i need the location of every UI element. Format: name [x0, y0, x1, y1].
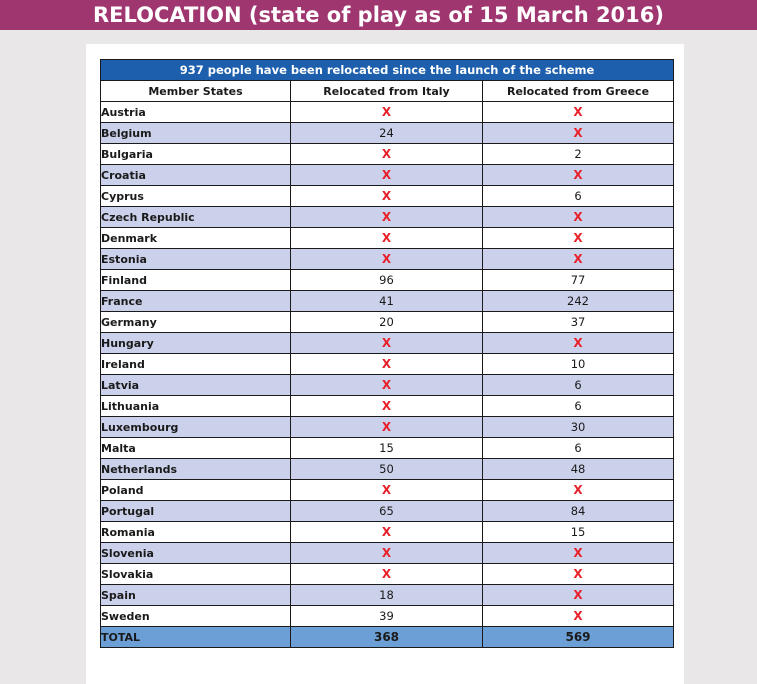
member-state-cell: Bulgaria: [101, 144, 291, 165]
total-greece: 569: [483, 627, 674, 648]
table-row: [101, 501, 674, 522]
member-state-cell: Czech Republic: [101, 207, 291, 228]
none-mark-icon: X: [573, 168, 583, 182]
member-state-cell: Austria: [101, 102, 291, 123]
relocated-count: 6: [574, 378, 582, 392]
table-row: [101, 396, 674, 417]
greece-value-cell: [483, 270, 674, 291]
table-row: [101, 102, 674, 123]
table-row: [101, 270, 674, 291]
italy-value-cell: [291, 501, 483, 522]
greece-value-cell: [483, 417, 674, 438]
italy-value-cell: [291, 480, 483, 501]
greece-value-cell: [483, 123, 674, 144]
greece-value-cell: [483, 207, 674, 228]
none-mark-icon: X: [573, 483, 583, 497]
greece-value-cell: [483, 564, 674, 585]
greece-value-cell: [483, 585, 674, 606]
italy-value-cell: [291, 354, 483, 375]
relocated-count: 24: [379, 126, 394, 140]
italy-value-cell: [291, 396, 483, 417]
none-mark-icon: X: [573, 609, 583, 623]
member-state-cell: Portugal: [101, 501, 291, 522]
relocated-count: 6: [574, 441, 582, 455]
member-state-cell: Lithuania: [101, 396, 291, 417]
greece-value-cell: [483, 228, 674, 249]
italy-value-cell: [291, 522, 483, 543]
none-mark-icon: X: [573, 567, 583, 581]
table-row: [101, 228, 674, 249]
table-row: [101, 123, 674, 144]
greece-value-cell: [483, 396, 674, 417]
none-mark-icon: X: [381, 399, 392, 413]
table-row: [101, 144, 674, 165]
relocated-count: 96: [379, 273, 394, 287]
none-mark-icon: X: [381, 147, 392, 161]
member-state-cell: Denmark: [101, 228, 291, 249]
relocated-count: 50: [379, 462, 394, 476]
relocated-count: 15: [570, 525, 586, 539]
table-banner: 937 people have been relocated since the launch of the scheme: [101, 60, 674, 81]
member-state-cell: Hungary: [101, 333, 291, 354]
none-mark-icon: X: [381, 546, 392, 560]
none-mark-icon: X: [381, 420, 392, 434]
none-mark-icon: X: [381, 483, 392, 497]
italy-value-cell: [291, 375, 483, 396]
table-row: [101, 165, 674, 186]
italy-value-cell: [291, 249, 483, 270]
none-mark-icon: X: [381, 231, 392, 245]
table-row: [101, 333, 674, 354]
table-row: [101, 438, 674, 459]
greece-value-cell: [483, 249, 674, 270]
greece-value-cell: [483, 186, 674, 207]
relocated-count: 18: [379, 588, 394, 602]
italy-value-cell: [291, 144, 483, 165]
italy-value-cell: [291, 207, 483, 228]
table-row: [101, 186, 674, 207]
total-italy: 368: [291, 627, 483, 648]
italy-value-cell: [291, 564, 483, 585]
italy-value-cell: [291, 123, 483, 144]
member-state-cell: Malta: [101, 438, 291, 459]
relocated-count: 6: [574, 189, 582, 203]
total-label: TOTAL: [101, 627, 291, 648]
table-row: [101, 249, 674, 270]
banner-row: [101, 60, 674, 81]
greece-value-cell: [483, 522, 674, 543]
italy-value-cell: [291, 333, 483, 354]
column-header-greece: Relocated from Greece: [483, 81, 674, 102]
none-mark-icon: X: [573, 546, 583, 560]
table-row: [101, 291, 674, 312]
member-state-cell: Croatia: [101, 165, 291, 186]
member-state-cell: Poland: [101, 480, 291, 501]
greece-value-cell: [483, 144, 674, 165]
member-state-cell: Cyprus: [101, 186, 291, 207]
italy-value-cell: [291, 585, 483, 606]
header-row: [101, 81, 674, 102]
member-state-cell: Estonia: [101, 249, 291, 270]
none-mark-icon: X: [381, 525, 392, 539]
italy-value-cell: [291, 438, 483, 459]
relocated-count: 20: [379, 315, 394, 329]
none-mark-icon: X: [573, 126, 583, 140]
none-mark-icon: X: [573, 588, 583, 602]
none-mark-icon: X: [381, 357, 392, 371]
table-row: [101, 207, 674, 228]
table-row: [101, 585, 674, 606]
table-row: [101, 459, 674, 480]
member-state-cell: Netherlands: [101, 459, 291, 480]
italy-value-cell: [291, 417, 483, 438]
none-mark-icon: X: [573, 336, 583, 350]
member-state-cell: Romania: [101, 522, 291, 543]
none-mark-icon: X: [573, 105, 583, 119]
greece-value-cell: [483, 606, 674, 627]
column-header-italy: Relocated from Italy: [291, 81, 483, 102]
member-state-cell: Sweden: [101, 606, 291, 627]
greece-value-cell: [483, 354, 674, 375]
none-mark-icon: X: [573, 252, 583, 266]
relocated-count: 39: [379, 609, 394, 623]
italy-value-cell: [291, 291, 483, 312]
column-header-member-states: Member States: [101, 81, 291, 102]
none-mark-icon: X: [381, 210, 392, 224]
relocated-count: 41: [379, 294, 394, 308]
member-state-cell: Slovakia: [101, 564, 291, 585]
table-row: [101, 312, 674, 333]
member-state-cell: Slovenia: [101, 543, 291, 564]
none-mark-icon: X: [381, 168, 392, 182]
italy-value-cell: [291, 228, 483, 249]
relocated-count: 37: [570, 315, 586, 329]
relocated-count: 77: [570, 273, 586, 287]
member-state-cell: Luxembourg: [101, 417, 291, 438]
relocated-count: 30: [570, 420, 586, 434]
greece-value-cell: [483, 459, 674, 480]
none-mark-icon: X: [381, 105, 392, 119]
relocation-table: [100, 59, 674, 648]
relocated-count: 15: [379, 441, 394, 455]
relocated-count: 65: [379, 504, 394, 518]
greece-value-cell: [483, 102, 674, 123]
greece-value-cell: [483, 480, 674, 501]
italy-value-cell: [291, 165, 483, 186]
none-mark-icon: X: [573, 231, 583, 245]
table-row: [101, 522, 674, 543]
relocated-count: 2: [574, 147, 582, 161]
greece-value-cell: [483, 312, 674, 333]
total-row: [101, 627, 674, 648]
table-row: [101, 606, 674, 627]
table-row: [101, 543, 674, 564]
table-row: [101, 375, 674, 396]
relocated-count: 6: [574, 399, 582, 413]
table-row: [101, 564, 674, 585]
table-row: [101, 480, 674, 501]
italy-value-cell: [291, 270, 483, 291]
greece-value-cell: [483, 333, 674, 354]
none-mark-icon: X: [573, 210, 583, 224]
none-mark-icon: X: [381, 567, 392, 581]
italy-value-cell: [291, 186, 483, 207]
relocated-count: 48: [570, 462, 586, 476]
greece-value-cell: [483, 291, 674, 312]
relocated-count: 84: [570, 504, 586, 518]
member-state-cell: Finland: [101, 270, 291, 291]
member-state-cell: Latvia: [101, 375, 291, 396]
italy-value-cell: [291, 606, 483, 627]
greece-value-cell: [483, 438, 674, 459]
page-title: RELOCATION (state of play as of 15 March 2016): [92, 3, 664, 27]
member-state-cell: Spain: [101, 585, 291, 606]
none-mark-icon: X: [381, 378, 392, 392]
member-state-cell: Belgium: [101, 123, 291, 144]
greece-value-cell: [483, 165, 674, 186]
member-state-cell: Ireland: [101, 354, 291, 375]
none-mark-icon: X: [381, 336, 392, 350]
table-row: [101, 417, 674, 438]
greece-value-cell: [483, 543, 674, 564]
italy-value-cell: [291, 543, 483, 564]
greece-value-cell: [483, 501, 674, 522]
none-mark-icon: X: [381, 189, 392, 203]
relocated-count: 10: [570, 357, 586, 371]
italy-value-cell: [291, 312, 483, 333]
member-state-cell: France: [101, 291, 291, 312]
italy-value-cell: [291, 102, 483, 123]
member-state-cell: Germany: [101, 312, 291, 333]
italy-value-cell: [291, 459, 483, 480]
greece-value-cell: [483, 375, 674, 396]
none-mark-icon: X: [381, 252, 392, 266]
table-row: [101, 354, 674, 375]
relocated-count: 242: [567, 294, 589, 308]
